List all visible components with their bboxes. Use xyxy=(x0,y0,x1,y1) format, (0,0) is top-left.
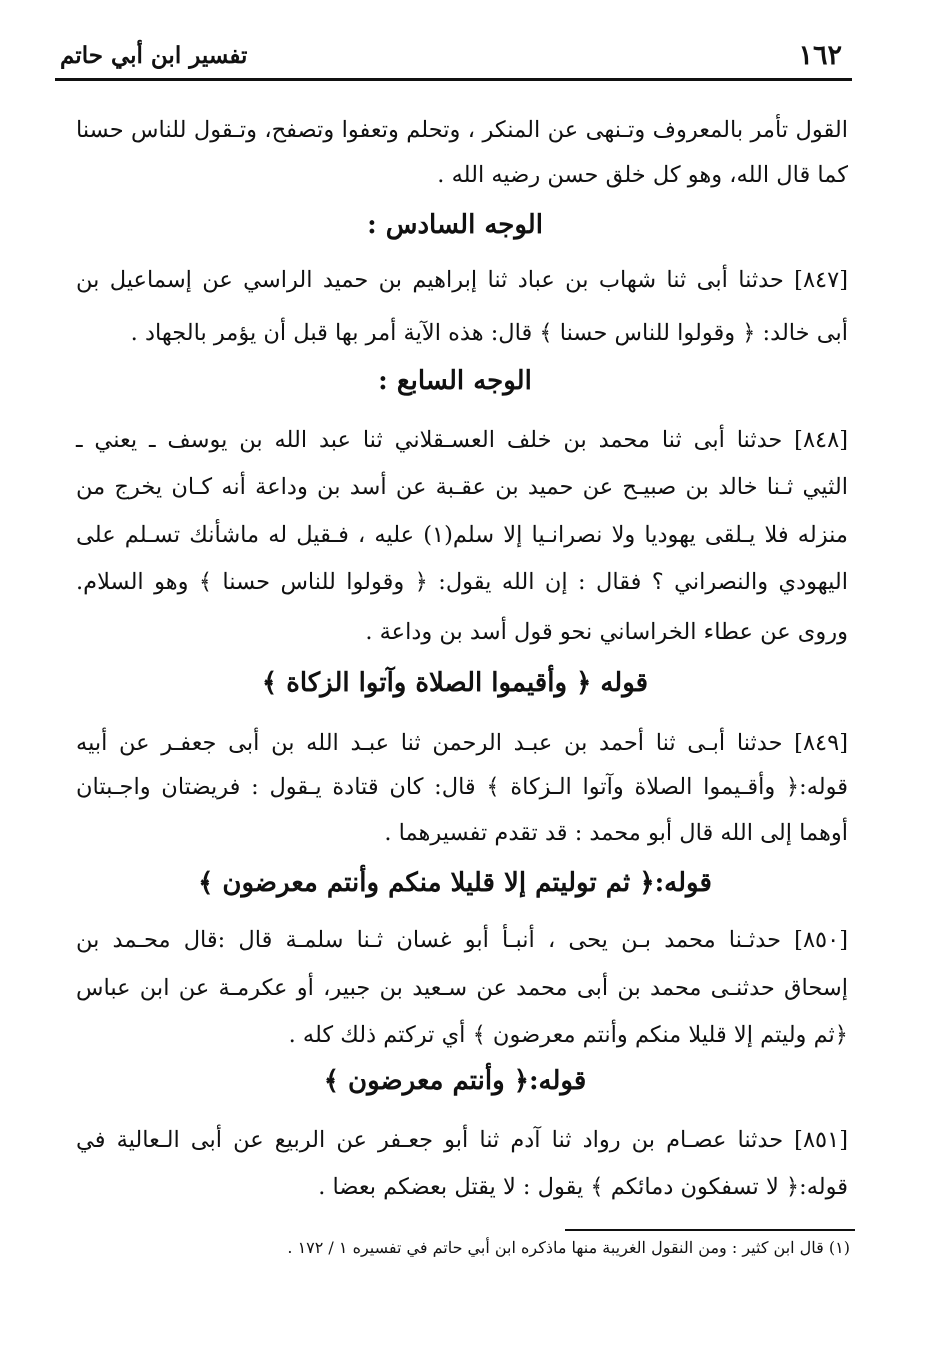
text-line: كما قال الله، وهو كل خلق حسن رضيه الله . xyxy=(437,162,848,188)
page-header xyxy=(60,34,850,78)
text-line: [٨٤٧] حدثنا أبى ثنا شهاب بن عباد ثنا إبراهيم بن حميد الراسي عن إسماعيل بن xyxy=(76,267,848,293)
text-line: أوهما إلى الله قال أبو محمد : قد تقدم تفسيرهما . xyxy=(384,820,848,846)
text-line: الثيي ثـنا خالد بن صبيـح عن حميد بن عقـبة عن أسد بن وداعة أنه كـان يخرج من xyxy=(76,474,848,500)
text-line: [٨٥٠] حدثـنا محمد بـن يحى ، أنبـأ أبو غسان ثـنا سلمـة قال :قال محـمد بن xyxy=(76,927,848,953)
text-line: ﴿ثم وليتم إلا قليلا منكم وأنتم معرضون ﴾ أي تركتم ذلك كله . xyxy=(288,1022,848,1048)
text-line: اليهودي والنصراني ؟ فقال : إن الله يقول: ﴿ وقولوا للناس حسنا ﴾ وهو السلام. xyxy=(76,569,848,595)
text-line: [٨٤٨] حدثنا أبى ثنا محمد بن خلف العسـقلاني ثنا عبد الله بن يوسف ـ يعني ـ xyxy=(76,427,848,453)
footnote: (١) قال ابن كثير : ومن النقول الغريبة منها ماذكره ابن أبي حاتم في تفسيره ١ / ١٧٢ . xyxy=(287,1238,850,1257)
text-line: [٨٥١] حدثنا عصـام بن رواد ثنا آدم ثنا أبو جعـفر عن الربيع عن أبى الـعالية في xyxy=(76,1127,848,1153)
text-line: قوله:﴿ لا تسفكون دمائكم ﴾ يقول : لا يقتل بعضكم بعضا . xyxy=(318,1174,848,1200)
section-heading: قوله:﴿ وأنتم معرضون ﴾ xyxy=(323,1066,587,1096)
section-heading: الوجه السادس : xyxy=(367,210,543,240)
page-number: ١٦٢ xyxy=(798,40,842,71)
text-line: [٨٤٩] حدثنا أبـى ثنا أحمد بن عبـد الرحمن ثنا عبـد الله بن أبى جعفـر عن أبيه xyxy=(76,730,848,756)
section-heading: الوجه السابع : xyxy=(378,366,532,396)
text-line: منزله فلا يـلقى يهوديا ولا نصرانـيا إلا سلم(١) عليه ، فـقيل له ماشأنك تسـلم على xyxy=(76,522,848,548)
section-heading: قوله ﴿ وأقيموا الصلاة وآتوا الزكاة ﴾ xyxy=(261,668,649,698)
running-title: تفسير ابن أبي حاتم xyxy=(60,42,248,69)
header-rule xyxy=(55,78,852,81)
text-line: القول تأمر بالمعروف وتـنهى عن المنكر ، وتحلم وتعفوا وتصفح، وتـقول للناس حسنا xyxy=(76,117,848,143)
text-line: وروى عن عطاء الخراساني نحو قول أسد بن وداعة . xyxy=(365,619,848,645)
footnote-rule xyxy=(565,1229,855,1231)
text-line: أبى خالد: ﴿ وقولوا للناس حسنا ﴾ قال: هذه الآية أمر بها قبل أن يؤمر بالجهاد . xyxy=(130,320,848,346)
text-line: إسحاق حدثنـى محمد بن أبى محمد عن سـعيد بن جبير، أو عكرمـة عن ابن عباس xyxy=(76,975,848,1001)
text-line: قوله:﴿ وأقـيموا الصلاة وآتوا الـزكاة ﴾ قال: كان قتادة يـقول : فريضتان واجـبتان xyxy=(76,774,848,800)
section-heading: قوله:﴿ ثم توليتم إلا قليلا منكم وأنتم معرضون ﴾ xyxy=(198,868,712,898)
